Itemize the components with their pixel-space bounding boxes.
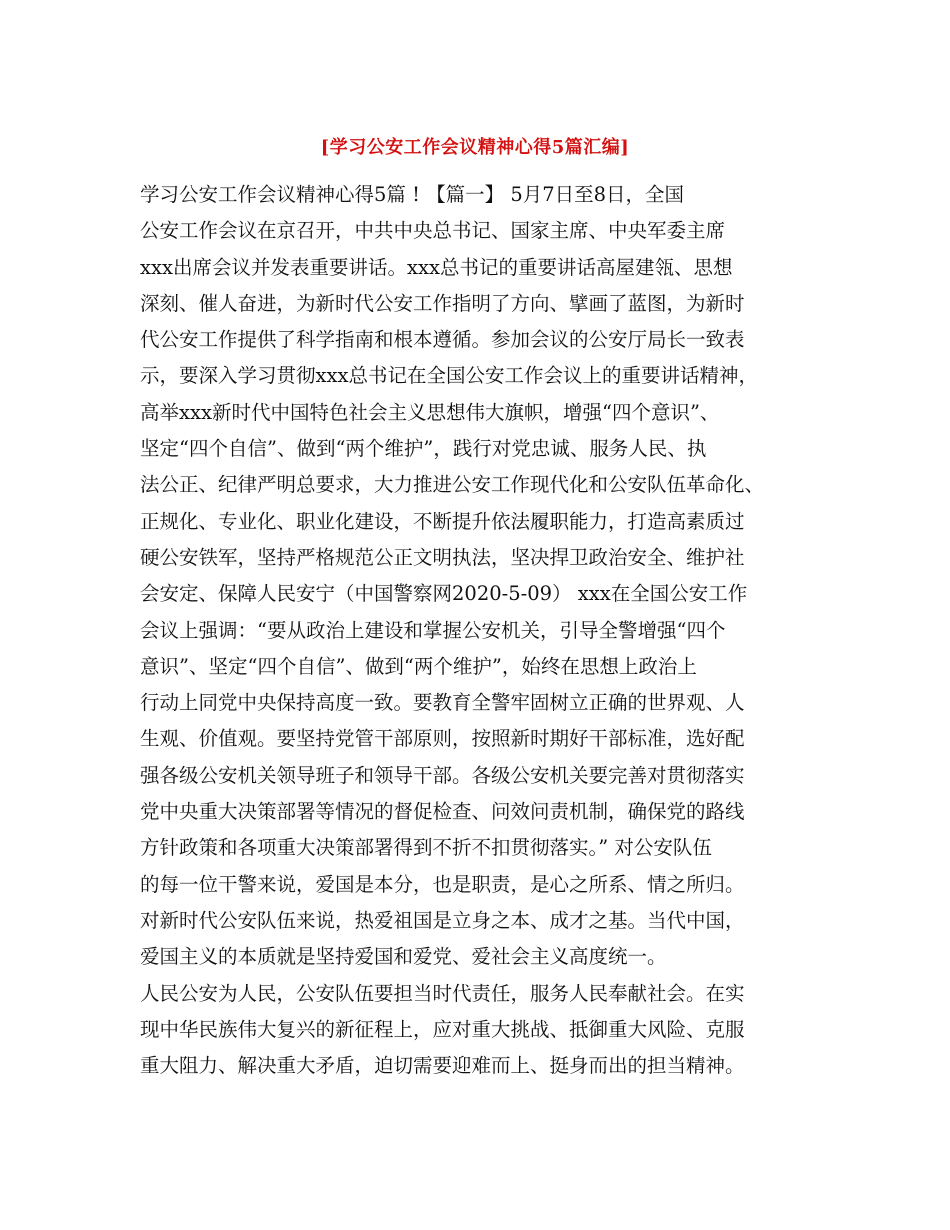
body-line: 会议上强调：“要从政治上建设和掌握公安机关，引导全警增强“四个 <box>140 618 726 642</box>
document-title: [学习公安工作会议精神心得5篇汇编] <box>320 137 630 158</box>
body-line: 高举xxx新时代中国特色社会主义思想伟大旗帜，增强“四个意识”、 <box>140 400 720 424</box>
body-line: 示，要深入学习贯彻xxx总书记在全国公安工作会议上的重要讲话精神， <box>140 364 758 388</box>
body-line: 坚定“四个自信”、做到“两个维护”，践行对党忠诚、服务人民、执 <box>140 437 707 461</box>
body-line: 对新时代公安队伍来说，热爱祖国是立身之本、成才之基。当代中国， <box>140 908 745 932</box>
body-line: 深刻、催人奋进，为新时代公安工作指明了方向、擘画了蓝图，为新时 <box>140 291 745 315</box>
body-line: 法公正、纪律严明总要求，大力推进公安工作现代化和公安队伍革命化、 <box>140 473 765 497</box>
body-line: 正规化、专业化、职业化建设，不断提升依法履职能力，打造高素质过 <box>140 509 745 533</box>
body-line: 会安定、保障人民安宁（中国警察网2020-5-09） xxx在全国公安工作 <box>140 582 748 606</box>
body-line: 党中央重大决策部署等情况的督促检查、问效问责机制，确保党的路线 <box>140 800 745 824</box>
body-line: 公安工作会议在京召开，中共中央总书记、国家主席、中央军委主席 <box>140 219 726 243</box>
body-line: xxx出席会议并发表重要讲话。xxx总书记的重要讲话高屋建瓴、思想 <box>140 255 733 279</box>
body-line: 意识”、坚定“四个自信”、做到“两个维护”，始终在思想上政治上 <box>140 654 697 678</box>
body-line: 强各级公安机关领导班子和领导干部。各级公安机关要完善对贯彻落实 <box>140 763 745 787</box>
body-line: 生观、价值观。要坚持党管干部原则，按照新时期好干部标准，选好配 <box>140 727 745 751</box>
body-line: 重大阻力、解决重大矛盾，迫切需要迎难而上、挺身而出的担当精神。 <box>140 1054 745 1078</box>
body-line: 爱国主义的本质就是坚持爱国和爱党、爱社会主义高度统一。 <box>140 945 667 969</box>
body-line: 行动上同党中央保持高度一致。要教育全警牢固树立正确的世界观、人 <box>140 691 745 715</box>
body-line: 学习公安工作会议精神心得5篇 ! 【篇一】 5月7日至8日，全国 <box>140 183 685 206</box>
body-line: 代公安工作提供了科学指南和根本遵循。参加会议的公安厅局长一致表 <box>140 328 745 352</box>
document-body <box>140 177 830 1084</box>
body-line: 人民公安为人民，公安队伍要担当时代责任，服务人民奉献社会。在实 <box>140 981 745 1005</box>
body-line: 的每一位干警来说，爱国是本分，也是职责，是心之所系、情之所归。 <box>140 872 745 896</box>
body-line: 硬公安铁军，坚持严格规范公正文明执法，坚决捍卫政治安全、维护社 <box>140 545 745 569</box>
body-line: 方针政策和各项重大决策部署得到不折不扣贯彻落实。” 对公安队伍 <box>140 836 712 860</box>
body-line: 现中华民族伟大复兴的新征程上，应对重大挑战、抵御重大风险、克服 <box>140 1017 745 1041</box>
